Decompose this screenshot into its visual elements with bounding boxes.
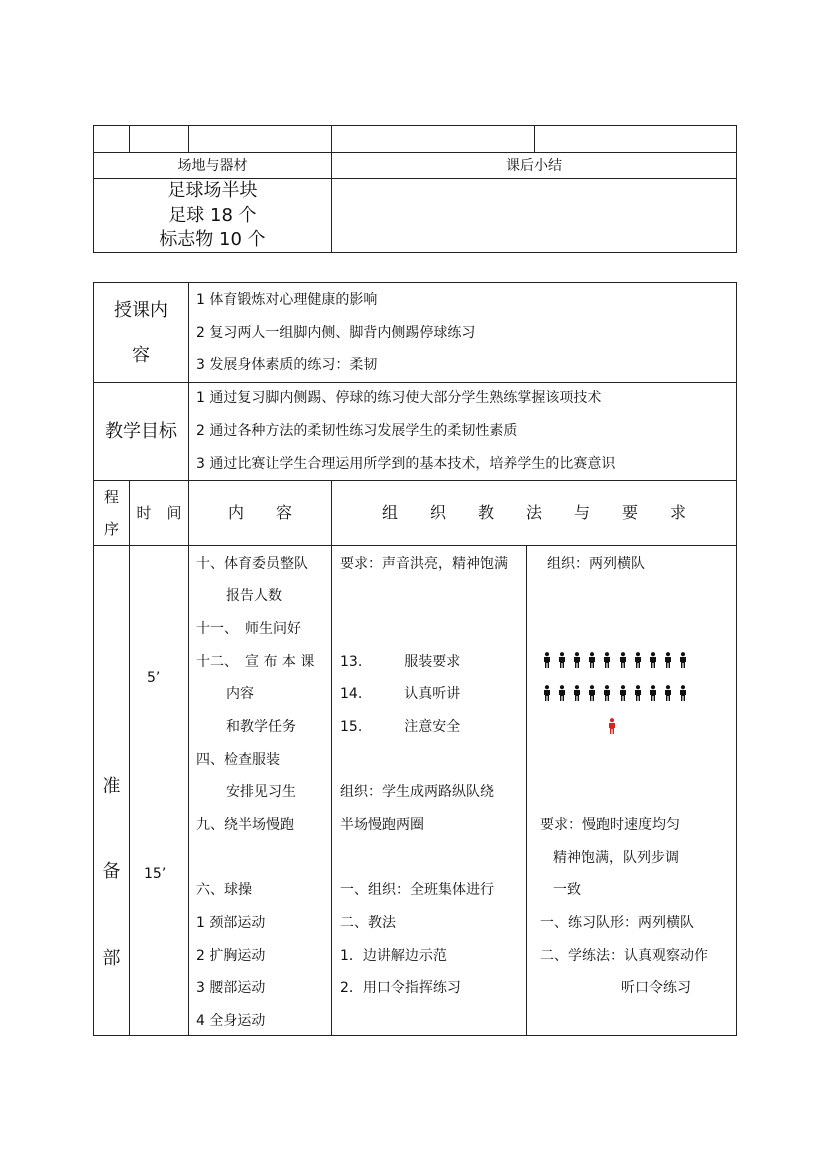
org-line: 一致 (553, 882, 581, 898)
student-icon (634, 652, 642, 668)
student-icon (619, 652, 627, 668)
teaching-goals-label: 教学目标 (105, 421, 177, 442)
content-line: 1 颈部运动 (196, 915, 266, 931)
procedure-header-2: 序 (103, 520, 119, 538)
time-15min: 15’ (144, 866, 167, 882)
student-icon (543, 685, 551, 701)
lesson-content-item-1: 1 体育锻炼对心理健康的影响 (196, 292, 378, 308)
method-header: 组 织 教 法 与 要 求 (381, 503, 686, 522)
venue-header: 场地与器材 (177, 158, 248, 174)
student-icon (649, 652, 657, 668)
method-line: 13. 服装要求 (340, 654, 461, 670)
teaching-goal-1: 1 通过复习脚内侧踢、停球的练习使大部分学生熟练掌握该项技术 (196, 390, 602, 406)
org-line: 一、练习队形：两列横队 (540, 915, 694, 931)
method-line: 要求：声音洪亮，精神饱满 (340, 556, 508, 572)
venue-line-3: 标志物 10 个 (159, 229, 266, 250)
content-line: 报告人数 (226, 588, 282, 604)
student-icon (664, 685, 672, 701)
student-icon (543, 652, 551, 668)
content-line: 六、球操 (196, 882, 252, 898)
org-line: 二、学练法：认真观察动作 (540, 948, 708, 964)
method-line: 14. 认真听讲 (340, 686, 461, 702)
lesson-content-label-1: 授课内 (114, 300, 168, 321)
org-line: 组织：两列横队 (547, 556, 645, 572)
teaching-goal-2: 2 通过各种方法的柔韧性练习发展学生的柔韧性素质 (196, 423, 518, 439)
formation-diagram (540, 650, 700, 740)
part-char-2: 备 (102, 861, 121, 882)
lesson-content-item-2: 2 复习两人一组脚内侧、脚背内侧踢停球练习 (196, 325, 476, 341)
student-icon (558, 685, 566, 701)
student-icon (573, 685, 581, 701)
time-5min: 5’ (147, 670, 161, 686)
student-icon (603, 652, 611, 668)
student-icon (558, 652, 566, 668)
lesson-content-item-3: 3 发展身体素质的练习：柔韧 (196, 357, 378, 373)
summary-header: 课后小结 (506, 158, 562, 174)
content-line: 2 扩胸运动 (196, 948, 266, 964)
student-icon (588, 652, 596, 668)
student-icon (603, 685, 611, 701)
content-line: 3 腰部运动 (196, 980, 266, 996)
method-line: 半场慢跑两圈 (340, 817, 424, 833)
procedure-header-1: 程 (103, 488, 119, 506)
content-line: 四、检查服装 (196, 752, 280, 768)
org-line: 精神饱满，队列步调 (553, 850, 679, 866)
method-line: 1．边讲解边示范 (340, 948, 447, 964)
student-icon (634, 685, 642, 701)
method-line: 二、教法 (340, 915, 396, 931)
student-icon (573, 652, 581, 668)
content-line: 十一、 师生问好 (196, 621, 301, 637)
org-line: 要求：慢跑时速度均匀 (540, 817, 680, 833)
content-line: 十二、 宣 布 本 课 (196, 654, 315, 670)
time-header: 时 间 (136, 504, 182, 522)
student-icon (649, 685, 657, 701)
content-line: 和教学任务 (226, 719, 296, 735)
lesson-content-label-2: 容 (132, 345, 150, 366)
student-icon (679, 685, 687, 701)
student-icon (664, 652, 672, 668)
content-line: 4 全身运动 (196, 1013, 266, 1029)
method-line: 2．用口令指挥练习 (340, 980, 461, 996)
content-header: 内 容 (227, 503, 292, 522)
teacher-icon (608, 718, 616, 734)
teaching-goal-3: 3 通过比赛让学生合理运用所学到的基本技术，培养学生的比赛意识 (196, 456, 616, 472)
org-line: 听口令练习 (621, 980, 691, 996)
student-icon (588, 685, 596, 701)
method-line: 一、组织：全班集体进行 (340, 882, 494, 898)
content-line: 安排见习生 (226, 784, 296, 800)
method-line: 组织：学生成两路纵队绕 (340, 784, 494, 800)
content-line: 十、体育委员整队 (196, 556, 308, 572)
venue-line-1: 足球场半块 (167, 180, 258, 201)
venue-line-2: 足球 18 个 (168, 205, 257, 226)
content-line: 九、绕半场慢跑 (196, 817, 294, 833)
method-line: 15. 注意安全 (340, 719, 461, 735)
student-icon (619, 685, 627, 701)
part-char-3: 部 (102, 948, 121, 969)
student-icon (679, 652, 687, 668)
content-line: 内容 (226, 686, 254, 702)
part-char-1: 准 (102, 776, 121, 797)
